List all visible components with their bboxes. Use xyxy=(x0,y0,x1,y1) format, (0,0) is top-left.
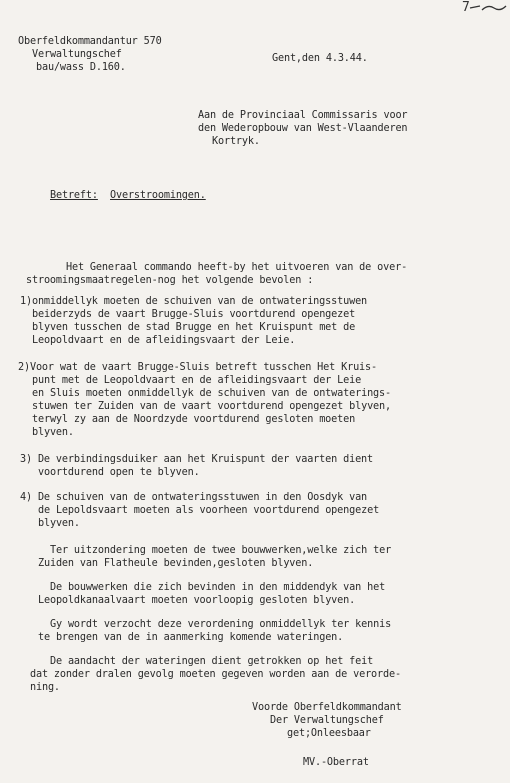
attention-line-2: dat zonder dralen gevolg moeten gegeven worden aan de verorde- xyxy=(30,669,401,680)
sender-line-1: Oberfeldkommandantur 570 xyxy=(18,36,162,47)
signature-line-2: Der Verwaltungschef xyxy=(270,715,384,726)
item3-line-2: voortdurend open te blyven. xyxy=(38,467,200,478)
recipient-line-1: Aan de Provinciaal Commissaris voor xyxy=(198,110,408,121)
item3-line-1: 3) De verbindingsduiker aan het Kruispunt der vaarten dient xyxy=(20,454,374,465)
item2-line-6: blyven. xyxy=(32,427,74,438)
subject-value: Overstroomingen. xyxy=(110,190,206,201)
signature-line-1: Voorde Oberfeldkommandant xyxy=(252,702,402,713)
middendyk-line-1: De bouwwerken die zich bevinden in den middendyk van het xyxy=(50,582,386,593)
signature-line-4: MV.-Oberrat xyxy=(303,757,369,768)
item2-line-2: punt met de Leopoldvaart en de afleidingsvaart der Leie xyxy=(32,375,362,386)
corner-scribble-icon xyxy=(468,2,508,16)
item2-line-3: en Sluis moeten onmiddellyk de schuiven van de ontwaterings- xyxy=(32,388,392,399)
item2-line-5: terwyl zy aan de Noordzyde voortdurend gesloten moeten xyxy=(32,414,356,425)
item2-line-1: 2)Voor wat de vaart Brugge-Sluis betreft tusschen Het Kruis- xyxy=(18,362,378,373)
middendyk-line-2: Leopoldkanaalvaart moeten voorloopig gesloten blyven. xyxy=(38,595,356,606)
recipient-line-3: Kortryk. xyxy=(212,136,260,147)
intro-line-2: stroomingsmaatregelen-nog het volgende bevolen : xyxy=(26,275,314,286)
item2-line-4: stuwen ter Zuiden van de vaart voortdurend opengezet blyven, xyxy=(32,401,392,412)
page-number-mark: 7 xyxy=(462,0,470,15)
item4-line-2: de Lepoldsvaart moeten als voorheen voortdurend opengezet xyxy=(38,505,380,516)
signature-line-3: get;Onleesbaar xyxy=(287,728,371,739)
sender-line-2: Verwaltungschef xyxy=(32,49,122,60)
attention-line-1: De aandacht der wateringen dient getrokken op het feit xyxy=(50,656,374,667)
exception-line-1: Ter uitzondering moeten de twee bouwwerken,welke zich ter xyxy=(50,545,392,556)
document-date: Gent,den 4.3.44. xyxy=(272,53,368,64)
item4-line-1: 4) De schuiven van de ontwateringsstuwen in den Oosdyk van xyxy=(20,492,368,503)
recipient-line-2: den Wederopbouw van West-Vlaanderen xyxy=(198,123,408,134)
item1-line-1: 1)onmiddellyk moeten de schuiven van de ontwateringsstuwen xyxy=(20,296,368,307)
request-line-1: Gy wordt verzocht deze verordening onmiddellyk ter kennis xyxy=(50,619,392,630)
item1-line-2: beiderzyds de vaart Brugge-Sluis voortdurend opengezet xyxy=(32,309,356,320)
request-line-2: te brengen van de in aanmerking komende wateringen. xyxy=(38,632,344,643)
sender-line-3: bau/wass D.160. xyxy=(36,62,126,73)
item1-line-3: blyven tusschen de stad Brugge en het Kruispunt met de xyxy=(32,322,356,333)
intro-line-1: Het Generaal commando heeft-by het uitvoeren van de over- xyxy=(66,262,408,273)
subject-label: Betreft: xyxy=(50,190,98,201)
item4-line-3: blyven. xyxy=(38,518,80,529)
attention-line-3: ning. xyxy=(30,682,60,693)
item1-line-4: Leopoldvaart en de afleidingsvaart der Leie. xyxy=(32,335,296,346)
exception-line-2: Zuiden van Flatheule bevinden,gesloten blyven. xyxy=(38,558,314,569)
